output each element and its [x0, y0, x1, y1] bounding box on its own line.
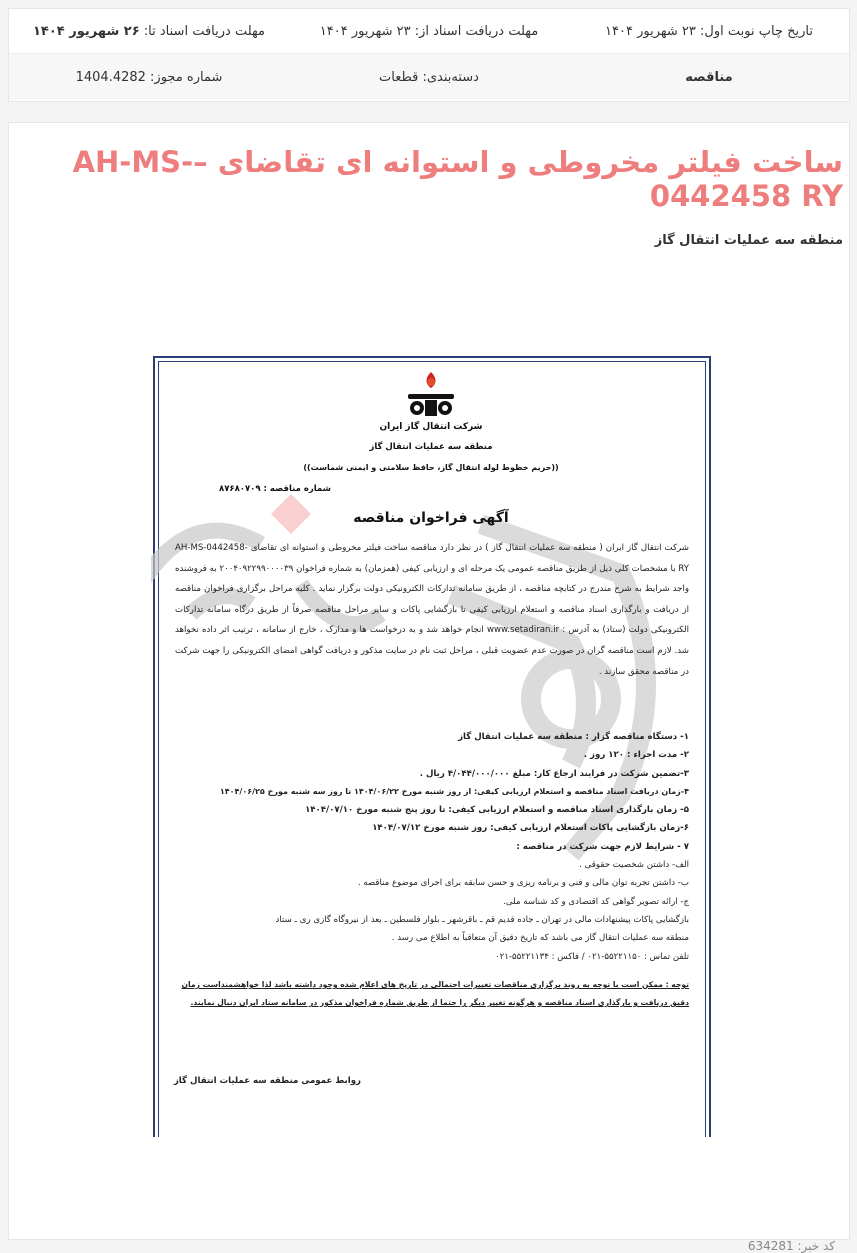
tender-type: مناقصه [685, 69, 733, 85]
tender-document-image[interactable] [151, 354, 711, 1137]
receive-to-value: ۲۶ شهریور ۱۴۰۴ [33, 23, 140, 39]
doc-items-list [169, 728, 689, 966]
tender-category: دسته‌بندی: قطعات [379, 69, 479, 85]
doc-item: ۵- زمان بارگذاری اسناد مناقصه و استعلام ارزیابی کیفی: تا روز پنج شنبه مورخ ۱۴۰۴/۰۷/۱۰ [305, 805, 689, 816]
doc-item: الف- داشتن شخصیت حقوقی . [579, 860, 689, 871]
doc-item: ۴-زمان دریافت اسناد مناقصه و استعلام ارزیابی کیفی: از روز شنبه مورخ ۱۴۰۴/۰۶/۲۲ تا روز سه شنبه مورخ ۱۴۰۴/۰۶/۲۵ [219, 786, 689, 796]
info-row-dates [9, 9, 849, 54]
doc-item: ۲- مدت اجراء : ۱۲۰ روز . [583, 750, 689, 761]
license-number: شماره مجوز: 1404.4282 [75, 69, 223, 85]
receive-from-date: مهلت دریافت اسناد از: ۲۳ شهریور ۱۴۰۴ [319, 23, 539, 39]
doc-item: ۷ - شرایط لازم جهت شرکت در مناقصه : [516, 841, 689, 852]
doc-item: ۶-زمان بازگشایی پاکات استعلام ارزیابی کیفی: روز شنبه مورخ ۱۴۰۴/۰۷/۱۲ [372, 823, 689, 834]
doc-item: ۱- دستگاه مناقصه گزار : منطقه سه عملیات انتقال گاز [458, 732, 689, 742]
news-code: کد خبر: 634281 [747, 1239, 835, 1253]
doc-note: توجه : ممکن است با توجه به روند برگزاری مناقصات تغییرات احتمالی در تاریخ های اعلام شده وجود داشته باشد لذا خواهشمنداست زمان دقیق دریافت و بارگذاری اسناد مناقصه و هرگونه تغییر دیگر را حتما از طریق شماره فراخوان مذکور در سامانه ستاد ایران دنبال نمایند. [181, 980, 689, 1007]
doc-main-paragraph: شرکت انتقال گاز ایران ( منطقه سه عملیات انتقال گاز ) در نظر دارد مناقصه ساخت فیلتر مخروطی و استوانه ای تقاضای AH-MS-0442458-RY با مشخصات کلی ذیل از طریق مناقصه عمومی یک مرحله ای و ارزیابی کیفی (همزمان) به شماره فراخوان ۲۰۰۴۰۹۲۲۹۹۰۰۰۰۳۹ به فروشنده واجد شرایط به شرح مندرج در کتابچه مناقصه ، از طریق سامانه تدارکات الکترونیکی دولت برگزار نماید . کلیه مراحل برگزاری فراخوان مناقصه از دریافت و بارگذاری اسناد مناقصه و استعلام ارزیابی کیفی تا بازگشایی پاکات و سایر مراحل مناقصه صرفاً از طریق درگاه سامانه تدارکات الکترونیکی دولت (ستاد) به آدرس : www.setadiran.ir انجام خواهد شد و به درخواست ها و مدارک ، خارج از سامانه ، ترتیب اثر داده نخواهد شد. لازم است مناقصه گران در صورت عدم عضویت قبلی ، مراحل ثبت نام در سایت مذکور و دریافت گواهی امضای الکترونیکی را جهت شرکت در مناقصه محقق سازند . [175, 543, 689, 677]
doc-region-name: منطقه سه عملیات انتقال گاز [369, 442, 493, 452]
doc-item: ۳-تضمین شرکت در فرایند ارجاع کار: مبلغ ۴/۰۴۴/۰۰۰/۰۰۰ ریال . [419, 768, 689, 779]
doc-heading: آگهی فراخوان مناقصه [353, 510, 509, 526]
doc-item: ب- داشتن تجربه توان مالی و فنی و برنامه ریزی و حسن سابقه برای اجرای موضوع مناقصه . [357, 878, 689, 889]
doc-company-name: شرکت انتقال گاز ایران [379, 422, 483, 432]
doc-item: منطقه سه عملیات انتقال گاز می باشد که تاریخ دقیق آن متعاقباً به اطلاع می رسد . [391, 933, 689, 944]
doc-signature: روابط عمومی منطقه سه عملیات انتقال گاز [173, 1076, 361, 1086]
receive-to-label: مهلت دریافت اسناد تا: [143, 23, 265, 39]
company-logo [381, 368, 481, 428]
doc-tender-number: شماره مناقصه : ۸۷۶۸۰۷۰۹ [219, 484, 331, 494]
doc-item: تلفن تماس : ۵۵۲۲۱۱۵۰-۰۲۱ / فاکس : ۵۵۲۲۱۱۳۴-۰۲۱ [495, 951, 689, 962]
organization-name: منطقه سه عملیات انتقال گاز [654, 233, 843, 248]
doc-motto: ((حریم خطوط لوله انتقال گاز، حافظ سلامتی و ایمنی شماست)) [303, 463, 559, 472]
doc-item: بازگشایی پاکات پیشنهادات مالی در تهران ـ جاده قدیم قم ـ باقرشهر ـ بلوار فلسطین ـ بعد از نیروگاه گازی ری ـ ستاد [275, 914, 689, 925]
page-title: ساخت فیلتر مخروطی و استوانه ای تقاضای –AH-MS-0442458 RY [72, 145, 843, 213]
doc-item: ج- ارائه تصویر گواهی کد اقتصادی و کد شناسه ملی. [503, 896, 689, 907]
info-row-meta [9, 54, 849, 100]
receive-to-date [9, 24, 289, 39]
print-date: تاریخ چاپ نوبت اول: ۲۳ شهریور ۱۴۰۴ [605, 23, 813, 39]
tender-info-box [8, 8, 850, 102]
